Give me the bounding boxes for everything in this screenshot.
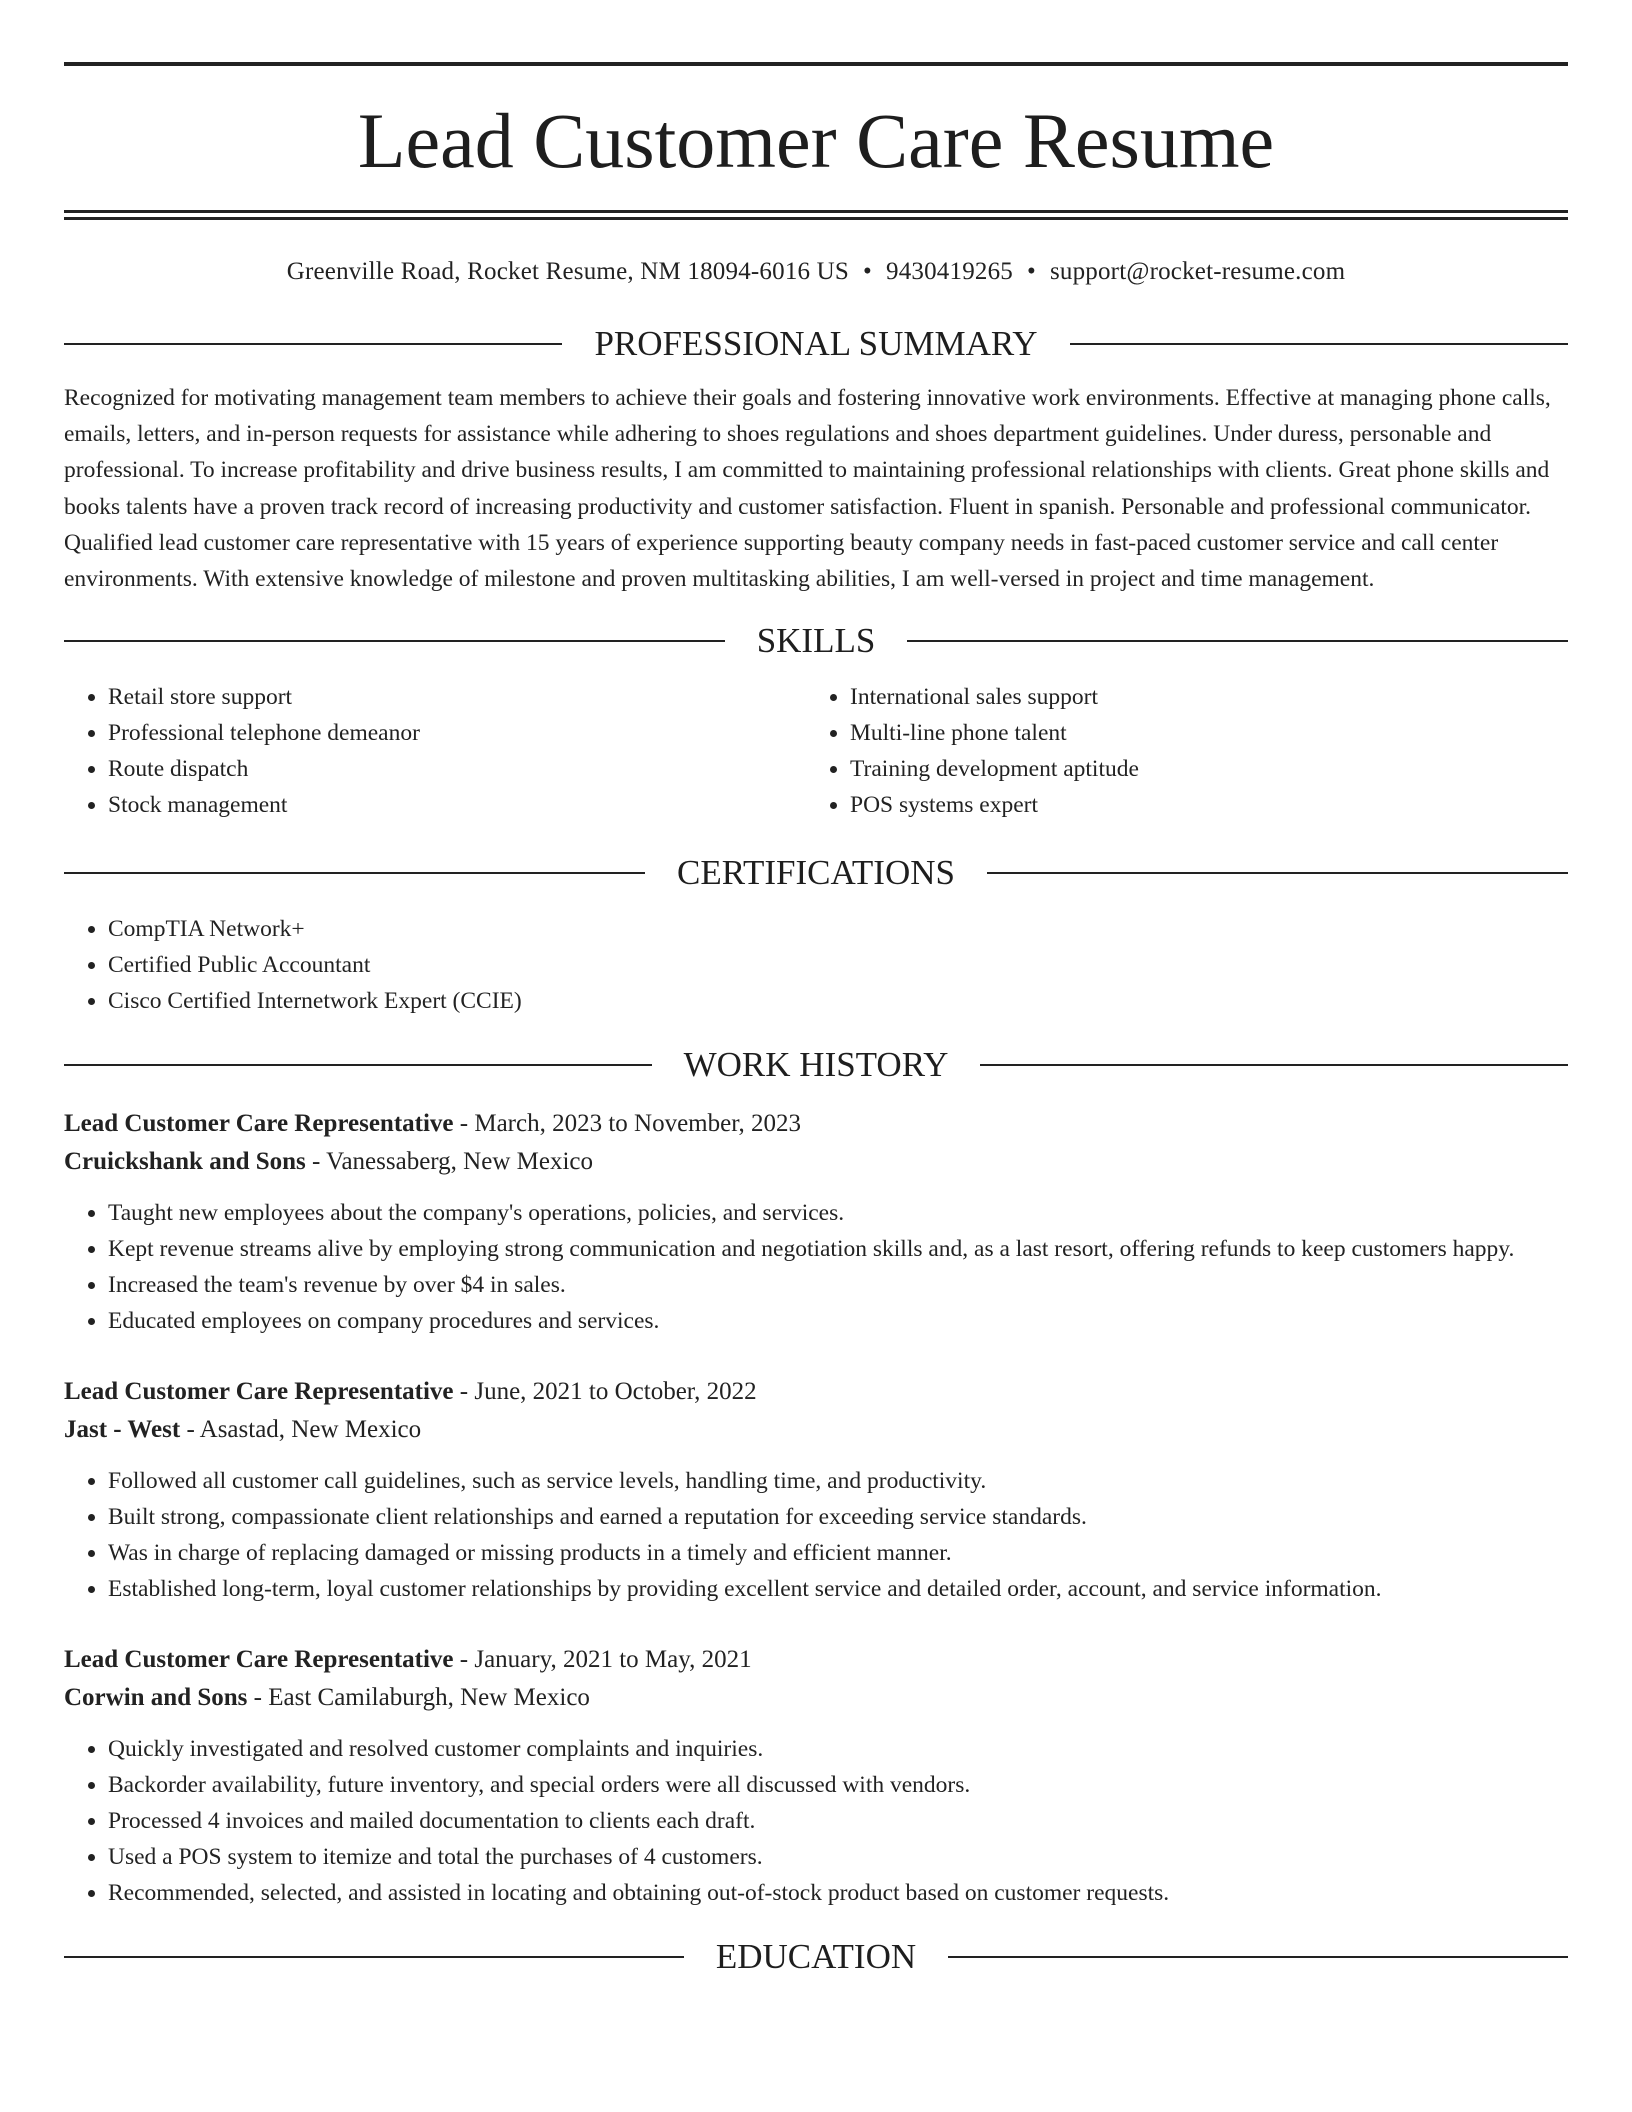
job-location: - Asastad, New Mexico xyxy=(180,1416,422,1444)
section-rule xyxy=(987,872,1568,874)
job-entry xyxy=(64,1641,1568,1911)
skills-list xyxy=(64,679,1568,823)
title-double-rule xyxy=(64,210,1568,220)
job-company-line xyxy=(64,1411,1568,1449)
skill-item: • Multi-line phone talent xyxy=(850,715,1548,751)
job-bullet: • Educated employees on company procedures and services. xyxy=(108,1303,1568,1339)
job-title: Lead Customer Care Representative xyxy=(64,1110,454,1138)
certification-item: • Cisco Certified Internetwork Expert (CCIE) xyxy=(108,983,1568,1019)
skill-item: • Stock management xyxy=(108,787,806,823)
certification-item: • CompTIA Network+ xyxy=(108,911,1568,947)
section-header-education xyxy=(64,1937,1568,1977)
job-bullet: • Followed all customer call guidelines, such as service levels, handling time, and productivity. xyxy=(108,1463,1568,1499)
contact-line xyxy=(64,258,1568,286)
job-dates: - March, 2023 to November, 2023 xyxy=(453,1110,802,1138)
job-bullet: • Backorder availability, future inventory, and special orders were all discussed with vendors. xyxy=(108,1767,1568,1803)
job-title-line xyxy=(64,1105,1568,1143)
job-title-line xyxy=(64,1641,1568,1679)
section-rule xyxy=(948,1956,1568,1958)
job-bullet: • Increased the team's revenue by over $4 in sales. xyxy=(108,1267,1568,1303)
job-entry xyxy=(64,1373,1568,1607)
contact-separator: • xyxy=(1027,258,1036,285)
skills-column-right xyxy=(806,679,1548,823)
section-header-skills xyxy=(64,621,1568,661)
job-dates: - June, 2021 to October, 2022 xyxy=(453,1378,757,1406)
section-title: CERTIFICATIONS xyxy=(677,853,955,893)
skill-item: • Route dispatch xyxy=(108,751,806,787)
skills-column-left xyxy=(64,679,806,823)
job-title: Lead Customer Care Representative xyxy=(64,1646,454,1674)
job-company-line xyxy=(64,1143,1568,1181)
skill-item: • POS systems expert xyxy=(850,787,1548,823)
section-title: SKILLS xyxy=(756,621,876,661)
section-rule xyxy=(1070,343,1568,345)
section-rule xyxy=(64,872,645,874)
section-title: PROFESSIONAL SUMMARY xyxy=(594,324,1038,363)
certification-item: • Certified Public Accountant xyxy=(108,947,1568,983)
contact-phone: 9430419265 xyxy=(886,258,1013,285)
section-rule xyxy=(64,1064,652,1066)
section-title: WORK HISTORY xyxy=(683,1045,949,1085)
contact-email: support@rocket-resume.com xyxy=(1049,258,1346,285)
skill-item: • Professional telephone demeanor xyxy=(108,715,806,751)
resume-title: Lead Customer Care Resume xyxy=(357,97,1275,184)
job-company-line xyxy=(64,1679,1568,1717)
job-entry xyxy=(64,1105,1568,1339)
job-bullet: • Kept revenue streams alive by employing strong communication and negotiation skills and, as a last resort, offering refunds to keep customers happy. xyxy=(108,1231,1568,1267)
section-header-work-history xyxy=(64,1045,1568,1085)
job-bullet: • Established long-term, loyal customer relationships by providing excellent service and detailed order, account, and service information. xyxy=(108,1571,1568,1607)
job-bullet: • Used a POS system to itemize and total the purchases of 4 customers. xyxy=(108,1839,1568,1875)
skill-item: • Retail store support xyxy=(108,679,806,715)
section-rule xyxy=(64,1956,684,1958)
job-dates: - January, 2021 to May, 2021 xyxy=(453,1646,752,1674)
section-rule xyxy=(980,1064,1568,1066)
job-company: Corwin and Sons xyxy=(64,1684,248,1712)
job-bullet: • Was in charge of replacing damaged or missing products in a timely and efficient manner. xyxy=(108,1535,1568,1571)
section-header-certifications xyxy=(64,853,1568,893)
job-bullet: • Processed 4 invoices and mailed documentation to clients each draft. xyxy=(108,1803,1568,1839)
section-rule xyxy=(907,640,1568,642)
section-title: EDUCATION xyxy=(715,1937,917,1977)
job-company: Jast - West xyxy=(64,1416,181,1444)
certifications-list xyxy=(64,911,1568,1019)
contact-separator: • xyxy=(863,258,872,285)
job-bullets xyxy=(64,1463,1568,1607)
summary-text: Recognized for motivating management team members to achieve their goals and fostering innovative work environments. Effective at managing phone calls, emails, letters, and in-person requests for assistance while adhering to shoes regulations and shoes department guidelines. Under duress, personable and professional. To increase profitability and drive business results, I am committed to maintaining professional relationships with clients. Great phone skills and books talents have a proven track record of increasing productivity and customer satisfaction. Fluent in spanish. Personable and professional communicator. Qualified lead customer care representative with 15 years of experience supporting beauty company needs in fast-paced customer service and call center environments. With extensive knowledge of milestone and proven multitasking abilities, I am well-versed in project and time management. xyxy=(64,385,1551,593)
job-bullet: • Recommended, selected, and assisted in locating and obtaining out-of-stock product based on customer requests. xyxy=(108,1875,1568,1911)
job-bullets xyxy=(64,1195,1568,1339)
job-location: - East Camilaburgh, New Mexico xyxy=(247,1684,590,1712)
resume-page xyxy=(64,62,1568,1977)
job-title: Lead Customer Care Representative xyxy=(64,1378,454,1406)
job-location: - Vanessaberg, New Mexico xyxy=(305,1148,593,1176)
job-bullet: • Built strong, compassionate client relationships and earned a reputation for exceeding service standards. xyxy=(108,1499,1568,1535)
job-bullet: • Taught new employees about the company's operations, policies, and services. xyxy=(108,1195,1568,1231)
section-rule xyxy=(64,640,725,642)
skill-item: • International sales support xyxy=(850,679,1548,715)
job-bullets xyxy=(64,1731,1568,1911)
contact-address: Greenville Road, Rocket Resume, NM 18094-6016 US xyxy=(286,258,850,285)
skill-item: • Training development aptitude xyxy=(850,751,1548,787)
job-company: Cruickshank and Sons xyxy=(64,1148,306,1176)
section-header-summary xyxy=(64,324,1568,364)
job-bullet: • Quickly investigated and resolved customer complaints and inquiries. xyxy=(108,1731,1568,1767)
job-title-line xyxy=(64,1373,1568,1411)
section-rule xyxy=(64,343,562,345)
